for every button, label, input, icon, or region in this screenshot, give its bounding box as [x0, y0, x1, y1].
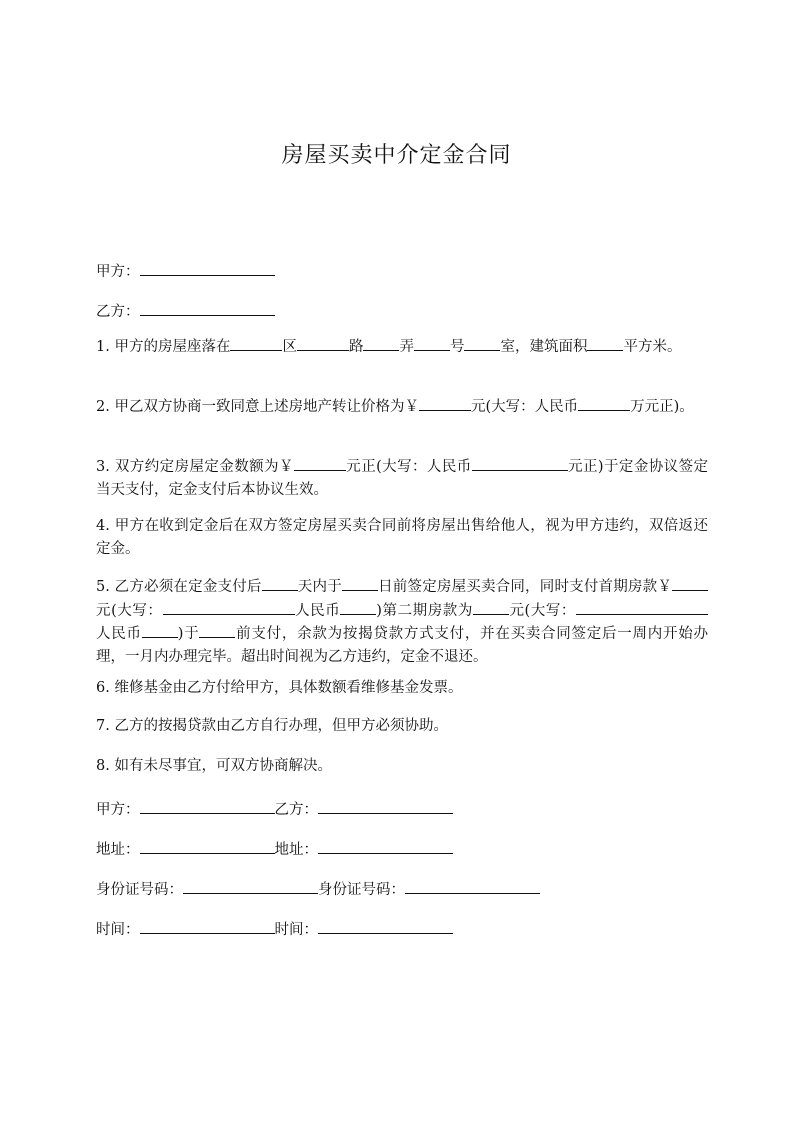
- clause-2-text: 元(大写：人民币: [470, 399, 579, 415]
- time-a-blank[interactable]: [140, 918, 275, 934]
- clause-1: [96, 335, 708, 359]
- road-blank[interactable]: [297, 335, 349, 351]
- clause-5-text: 人民币: [96, 626, 142, 642]
- party-b-line: [96, 300, 275, 323]
- clause-6: 6. 维修基金由乙方付给甲方，具体数额看维修基金发票。: [96, 680, 463, 696]
- clause-3-text: 元正(大写：人民币: [345, 459, 472, 475]
- party-b-blank[interactable]: [140, 300, 275, 316]
- sign-address-line: [96, 838, 453, 861]
- clause-2-text: 万元正)。: [630, 399, 694, 415]
- time-b-blank[interactable]: [318, 918, 453, 934]
- id-b-label: 身份证号码：: [318, 882, 405, 898]
- id-b-blank[interactable]: [405, 878, 540, 894]
- party-a-label: 甲方：: [96, 264, 140, 280]
- first-payment-rmb-blank[interactable]: [340, 599, 376, 615]
- clause-5-text: 日前签定房屋买卖合同，同时支付首期房款￥: [377, 579, 673, 595]
- clause-1-text: 号: [449, 339, 465, 355]
- sign-party-b-blank[interactable]: [318, 798, 453, 814]
- sign-party-a-label: 甲方：: [96, 802, 140, 818]
- id-a-label: 身份证号码：: [96, 882, 183, 898]
- number-blank[interactable]: [414, 335, 450, 351]
- date-blank[interactable]: [342, 575, 378, 591]
- second-payment-words-blank[interactable]: [576, 599, 708, 615]
- page-title: 房屋买卖中介定金合同: [281, 143, 512, 168]
- clause-8: 8. 如有未尽事宜，可双方协商解决。: [96, 758, 332, 774]
- clause-1-text: 1. 甲方的房屋座落在: [96, 339, 231, 355]
- clause-7: 7. 乙方的按揭贷款由乙方自行办理，但甲方必须协助。: [96, 718, 448, 734]
- clause-5-text: 人民币: [294, 602, 341, 619]
- clause-5-text: )第二期房款为: [376, 602, 473, 619]
- clause-1-text: 室，建筑面积: [500, 339, 588, 355]
- time-b-label: 时间：: [274, 922, 318, 938]
- first-payment-blank[interactable]: [672, 575, 708, 591]
- area-blank[interactable]: [587, 335, 623, 351]
- sign-party-b-label: 乙方：: [274, 802, 318, 818]
- clause-5-text: 前支付，余款为按揭贷款方式支付，并在买卖合同签定后一周内开始办理，一月内办理完毕。超出时间视为乙方违约，定金不退还。: [96, 626, 709, 665]
- party-b-label: 乙方：: [96, 304, 140, 320]
- clause-5-text: )于: [177, 626, 200, 642]
- address-a-label: 地址：: [96, 842, 140, 858]
- id-a-blank[interactable]: [183, 878, 318, 894]
- second-payment-date-blank[interactable]: [199, 622, 235, 638]
- sign-id-line: [96, 878, 540, 901]
- clause-3: [96, 455, 708, 501]
- sign-party-a-blank[interactable]: [140, 798, 275, 814]
- deposit-words-blank[interactable]: [472, 455, 568, 471]
- clause-5-text: 5. 乙方必须在定金支付后: [96, 579, 262, 595]
- deposit-blank[interactable]: [294, 455, 346, 471]
- party-a-line: [96, 260, 275, 283]
- address-b-blank[interactable]: [318, 838, 453, 854]
- days-blank[interactable]: [262, 575, 298, 591]
- clause-5-text: 天内于: [297, 579, 342, 595]
- clause-3-text: 元正)于定金协议签定当天支付，定金支付后本协议生效。: [96, 459, 709, 498]
- address-b-label: 地址：: [274, 842, 318, 858]
- time-a-label: 时间：: [96, 922, 140, 938]
- clause-2-text: 2. 甲乙双方协商一致同意上述房地产转让价格为￥: [96, 399, 419, 415]
- clause-4: 4. 甲方在收到定金后在双方签定房屋买卖合同前将房屋出售给他人，视为甲方违约，双倍返还定金。: [96, 518, 708, 557]
- room-blank[interactable]: [464, 335, 500, 351]
- district-blank[interactable]: [230, 335, 282, 351]
- clause-1-text: 平方米。: [623, 339, 682, 355]
- clause-5-text: 元(大写：: [96, 602, 163, 619]
- sign-time-line: [96, 918, 453, 941]
- address-a-blank[interactable]: [140, 838, 275, 854]
- price-words-blank[interactable]: [578, 395, 630, 411]
- second-payment-rmb-blank[interactable]: [142, 622, 178, 638]
- sign-party-line: [96, 798, 453, 821]
- first-payment-words-blank[interactable]: [163, 599, 295, 615]
- second-payment-blank[interactable]: [473, 599, 509, 615]
- clause-3-text: 3. 双方约定房屋定金数额为￥: [96, 459, 294, 475]
- clause-1-text: 区: [282, 339, 297, 355]
- party-a-blank[interactable]: [140, 260, 275, 276]
- clause-5-text: 元(大写：: [508, 602, 576, 619]
- clause-1-text: 路: [348, 339, 364, 355]
- clause-1-text: 弄: [399, 339, 414, 355]
- lane-blank[interactable]: [363, 335, 399, 351]
- price-blank[interactable]: [419, 395, 471, 411]
- clause-5: [96, 575, 708, 668]
- clause-2: [96, 395, 708, 419]
